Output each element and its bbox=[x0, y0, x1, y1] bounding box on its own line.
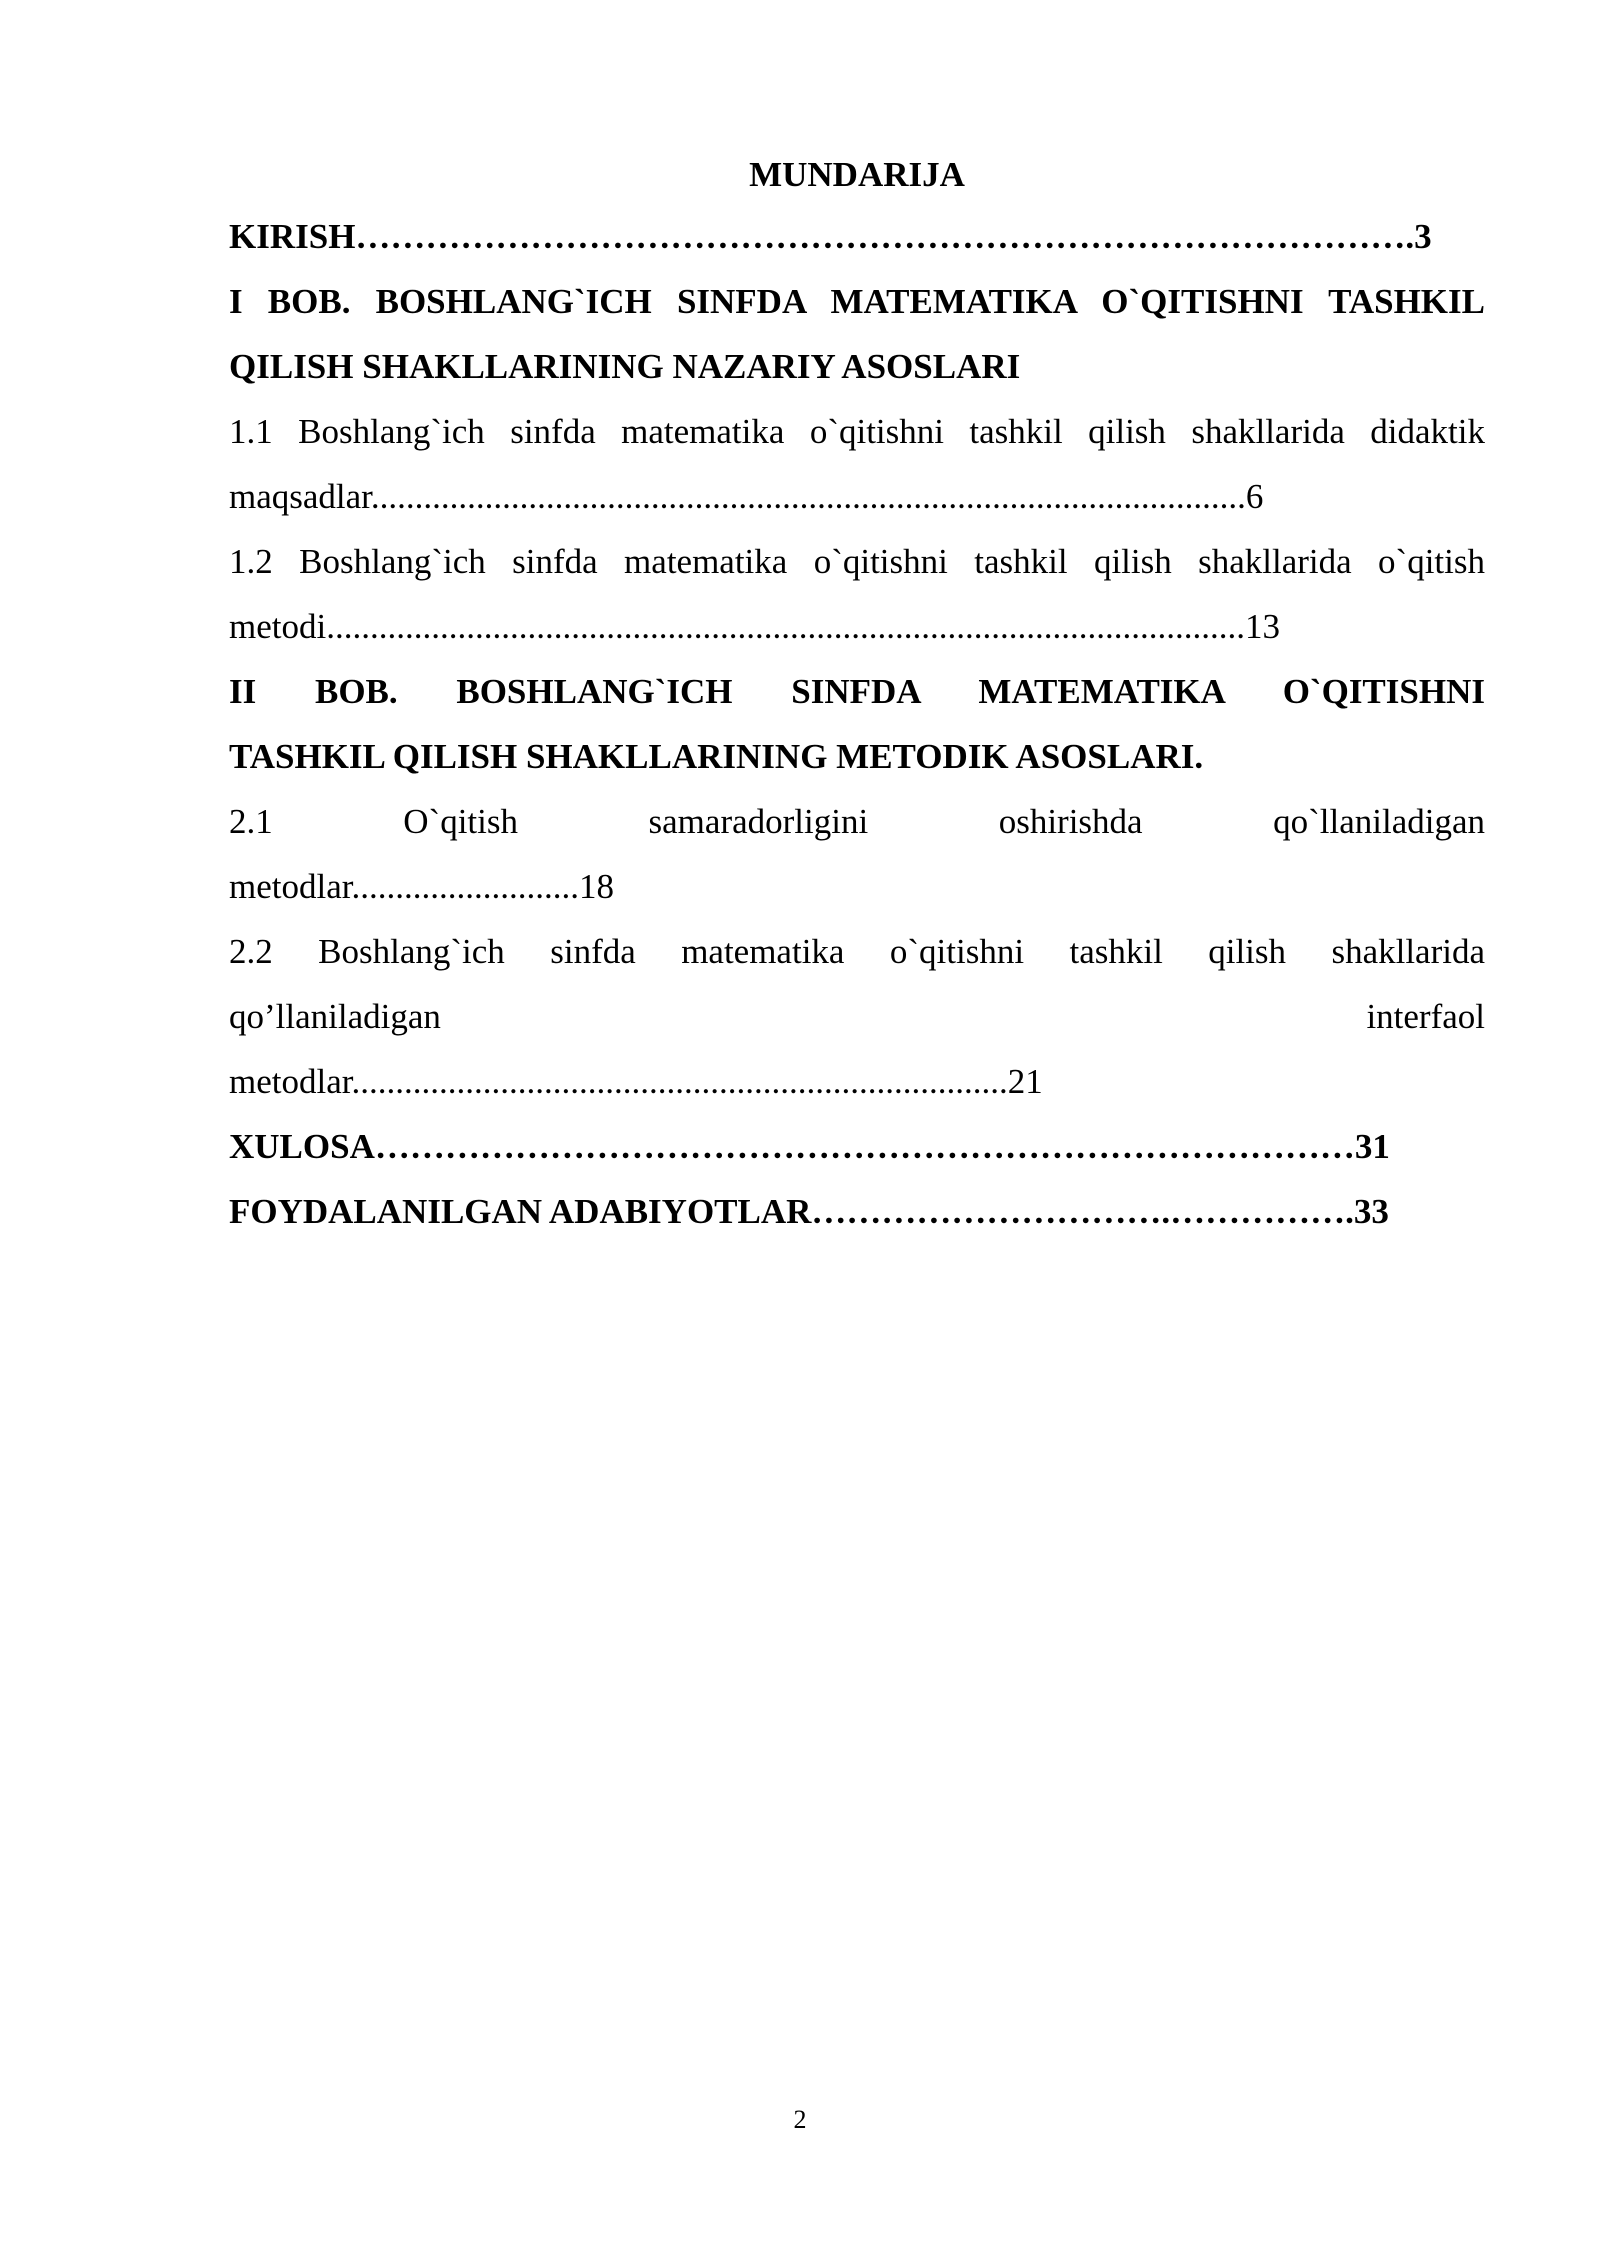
toc-section-2-2-line-1: 2.2 Boshlang`ich sinfda matematika o`qitishni tashkil qilish shakllarida bbox=[229, 932, 1485, 971]
table-of-contents bbox=[229, 146, 1485, 1244]
toc-section-2-2-line-3: metodlar...........................................................................21 bbox=[229, 1062, 1043, 1101]
toc-entry-adabiyotlar: FOYDALANILGAN ADABIYOTLAR………………………….…………….33 bbox=[229, 1192, 1389, 1231]
toc-section-1-1-line-1: 1.1 Boshlang`ich sinfda matematika o`qitishni tashkil qilish shakllarida didaktik bbox=[229, 412, 1485, 451]
toc-chapter-1-line-2: QILISH SHAKLLARINING NAZARIY ASOSLARI bbox=[229, 347, 1021, 386]
toc-section-2-2-line-2: qo’llaniladigan interfaol bbox=[229, 997, 1485, 1036]
toc-chapter-1-line-1: I BOB. BOSHLANG`ICH SINFDA MATEMATIKA O`QITISHNI TASHKIL bbox=[229, 282, 1485, 321]
toc-entry-xulosa: XULOSA…………………………………………………………………………31 bbox=[229, 1127, 1390, 1166]
toc-section-2-1-line-2: metodlar..........................18 bbox=[229, 867, 614, 906]
page-number: 2 bbox=[793, 2105, 807, 2134]
toc-title: MUNDARIJA bbox=[749, 155, 965, 194]
toc-chapter-2-line-1: II BOB. BOSHLANG`ICH SINFDA MATEMATIKA O`QITISHNI bbox=[229, 672, 1485, 711]
toc-section-1-2-line-2: metodi.........................................................................................................13 bbox=[229, 607, 1280, 646]
toc-section-1-1-line-2: maqsadlar....................................................................................................6 bbox=[229, 477, 1264, 516]
toc-section-1-2-line-1: 1.2 Boshlang`ich sinfda matematika o`qitishni tashkil qilish shakllarida o`qitish bbox=[229, 542, 1485, 581]
toc-entry-kirish: KIRISH……………………………………………………………………………….3 bbox=[229, 217, 1432, 256]
toc-section-2-1-line-1: 2.1 O`qitish samaradorligini oshirishda qo`llaniladigan bbox=[229, 802, 1485, 841]
toc-chapter-2-line-2: TASHKIL QILISH SHAKLLARINING METODIK ASOSLARI. bbox=[229, 737, 1204, 776]
